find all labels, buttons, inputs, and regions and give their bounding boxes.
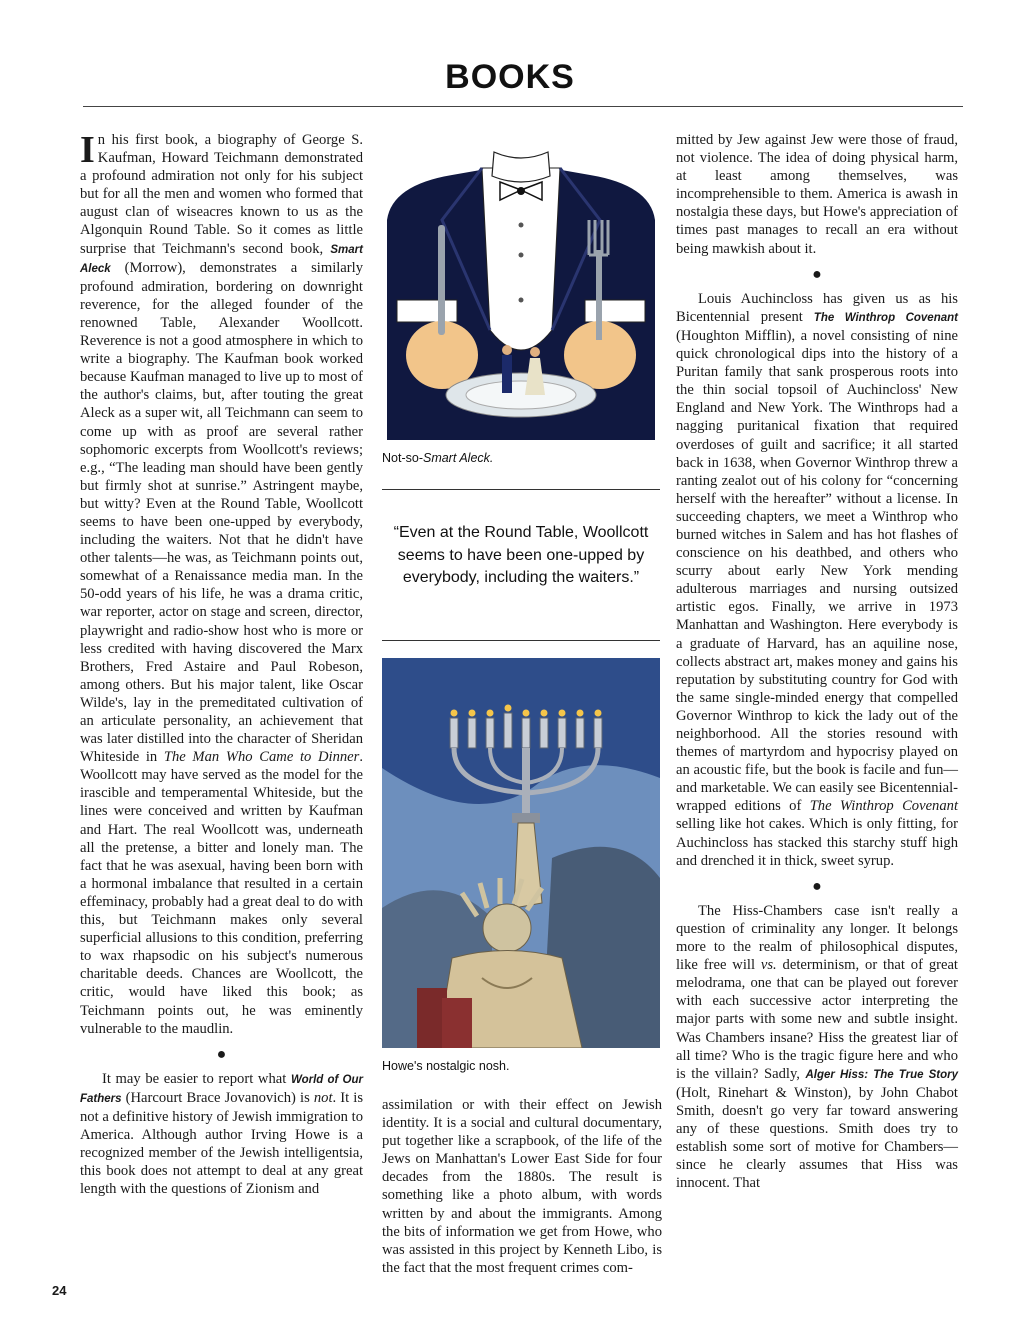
pull-quote-bottom-rule (382, 640, 660, 641)
paragraph-world-of-our-fathers: It may be easier to report what World of Our Fathers (Harcourt Brace Jovanovich) is not. It is not a definitive history of Jewish immigration to America. Although author Irving Howe is a recognized member of the Jewish intelligentsia, this book does not attempt to deal at any great length with the questions of Zionism and (80, 1070, 364, 1198)
caption-smart-aleck: Not-so-Smart Aleck. (382, 451, 494, 465)
paragraph-howe-continued: assimilation or with their effect on Jewish identity. It is a social and cultural documentary, put together like a scrapbook, of the life of the Jews on Manhattan's Lower East Side for four decades from the 1880s. The result is something like a photo album, with words written by and about the immigrants. Among the bits of information we get from Howe, who was assisted in this project by Kenneth Libo, is the fact that the most frequent crimes com- (382, 1097, 662, 1276)
section-title: BOOKS (445, 58, 575, 96)
column-2-text (382, 1096, 662, 1277)
header-rule (83, 106, 963, 107)
section-bullet: ● (812, 877, 822, 895)
column-1 (80, 131, 363, 1198)
section-bullet: ● (812, 265, 822, 283)
paragraph-smart-aleck: In his first book, a biography of George S. Kaufman, Howard Teichmann demonstrated a profound admiration not only for his subject but for all the men and women who formed that august clan of wiseacres known to us as the Algonquin Round Table. So it comes as little surprise that Teichmann's second book, Smart Aleck (Morrow), demonstrates a similarly profound admiration, bordering on downright reverence, for the alleged founder of the renowned Table, Alexander Woollcott. Reverence is not a good atmosphere in which to write a biography. The Kaufman book worked because Kaufman managed to live up to most of the author's claims, but, after touting the great Aleck as a super wit, all Teichmann can seem to come up with as proof are several rather sophomoric excerpts from Woollcott's reviews; e.g., “The leading man should have been gently but firmly shot at sunrise.” Astringent maybe, but witty? Even at the Round Table, Woollcott seems to have been one-upped by everybody, including the waiters. Not that he didn't have other talents—he was, as Teichmann points out, somewhat of a Renaissance media man. In the 50-odd years of his life, he was a drama critic, war reporter, actor on stage and screen, director, playwright and radio-show host who is more or less credited with having discovered the Marx Brothers, Fred Astaire and Paul Robeson, among others. But his major talent, like Oscar Wilde's, lay in the premeditated cultivation of an articulate personality, an achievement that was later distilled into the character of Sheridan Whiteside in The Man Who Came to Dinner. Woollcott may have served as the model for the irascible and temperamental Whiteside, but the lines were conceived and written by Kaufman and Hart. The real Woollcott was, underneath all the pretense, a bitter and lonely man. The fact that he was asexual, having been born with a hormonal imbalance that resulted in a certain effeminacy, probably had a great deal to do with this, but Teichmann makes only several superficial allusions to this condition, preferring to wax rhapsodic on his subject's numerous charitable deeds. Chances are Woollcott, the critic, would have liked this book; as Teichmann points out, he was eminently vulnerable to the maudlin. (80, 129, 363, 1037)
page-number: 24 (52, 1283, 67, 1298)
pull-quote: “Even at the Round Table, Woollcott seems to have been one-upped by everybody, including the waiters.” (393, 524, 649, 586)
column-3 (676, 131, 958, 1192)
pull-quote-top-rule (382, 489, 660, 490)
section-bullet: ● (216, 1045, 227, 1063)
paragraph-alger-hiss: The Hiss-Chambers case isn't really a question of criminality any longer. It belongs more to the realm of philosophical disputes, like free will vs. determinism, or that of great melodrama, one that can be played out forever with each successive actor interpreting the major parts with some new and subtle insight. Was Chambers insane? Hiss the greatest liar of all time? Who is the tragic figure here and who is the villain? Sadly, Alger Hiss: The True Story (Holt, Rinehart & Winston), by John Chabot Smith, doesn't go very far toward answering any of these questions. Smith does try to establish some sort of motive for Chambers—since he clearly assumes that Hiss was innocent. That (676, 902, 958, 1192)
paragraph-howe-end: mitted by Jew against Jew were those of fraud, not violence. The idea of doing physical harm, at least among themselves, was incomprehensible to them. America is awash in nostalgia these days, but Howe's appreciation of times past manages to recall an era without being mawkish about it. (676, 132, 958, 257)
liberty-menorah-illustration (382, 658, 660, 1048)
paragraph-winthrop-covenant: Louis Auchincloss has given us as his Bicentennial present The Winthrop Covenant (Houghton Mifflin), a novel consisting of nine quick chronological dips into the history of a Puritan family that sank prosperous roots into the thin social topsoil of Auchincloss' New England and New York. The Winthrops had a nagging puritanical fixation that required overdoses of guilt and sacrifice; it all started back in 1638, when Governor Winthrop threw a ranting zealot out of his colony for “concerning herself with the hereafter” without a license. In succeeding chapters, we meet a Winthrop who burned witches in Salem and has hot flashes of conscience on his deathbed, and others who scurry about early New York mending adulterous marriages and nursing outsized artistic egos. Finally, we arrive in 1973 Manhattan and Washington. Here everybody is a graduate of Harvard, has an aquiline nose, collects abstract art, makes money and gains his reputation by substituting country for God with the same single-minded energy that compelled Governor Winthrop to kick the lady out of the neighborhood. All the stories resound with themes of martyrdom and hypocrisy played on an acoustic fife, but the book is facile and fun—and marketable. We can easily see Bicentennial-wrapped editions of The Winthrop Covenant selling like hot cakes. Which is only fitting, for Auchincloss has stacked this starchy stuff high and drenched it in thick, sweet syrup. (676, 290, 959, 869)
tuxedo-illustration (382, 130, 660, 440)
caption-howe: Howe's nostalgic nosh. (382, 1059, 510, 1073)
drop-cap: I (80, 129, 95, 171)
